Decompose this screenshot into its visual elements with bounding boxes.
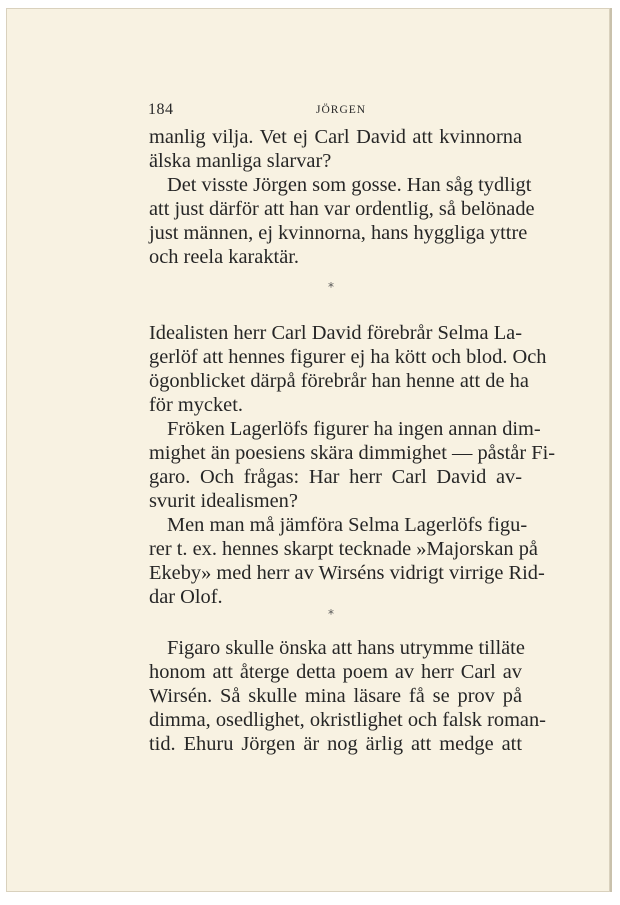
- text-line: just männen, ej kvinnorna, hans hyggliga yttre: [149, 222, 528, 244]
- running-title: JÖRGEN: [316, 104, 367, 116]
- book-page: [6, 8, 610, 892]
- text-line: honom att återge detta poem av herr Carl av: [149, 661, 522, 683]
- text-line: svurit idealismen?: [149, 490, 298, 512]
- section-divider: *: [328, 280, 334, 294]
- text-line: Men man må jämföra Selma Lagerlöfs figu-: [167, 514, 528, 536]
- text-line: Idealisten herr Carl David förebrår Selma La-: [149, 322, 522, 344]
- text-line: rer t. ex. hennes skarpt tecknade »Majorskan på: [149, 538, 538, 560]
- text-line: Wirsén. Så skulle mina läsare få se prov på: [149, 685, 522, 707]
- text-line: manlig vilja. Vet ej Carl David att kvinnorna: [149, 126, 522, 148]
- text-line: att just därför att han var ordentlig, så belönade: [149, 198, 535, 220]
- text-line: tid. Ehuru Jörgen är nog ärlig att medge att: [149, 733, 522, 755]
- text-line: älska manliga slarvar?: [149, 150, 332, 172]
- text-line: Figaro skulle önska att hans utrymme tilläte: [167, 637, 525, 659]
- text-line: ögonblicket därpå förebrår han henne att de ha: [149, 370, 529, 392]
- text-line: mighet än poesiens skära dimmighet — påstår Fi-: [149, 442, 556, 464]
- text-line: och reela karaktär.: [149, 246, 300, 268]
- text-line: dar Olof.: [149, 586, 223, 608]
- text-line: för mycket.: [149, 394, 243, 416]
- page-number: 184: [148, 101, 174, 118]
- text-line: dimma, osedlighet, okristlighet och falsk roman-: [149, 709, 546, 731]
- text-line: Det visste Jörgen som gosse. Han såg tydligt: [167, 174, 532, 196]
- text-line: Fröken Lagerlöfs figurer ha ingen annan dim-: [167, 418, 541, 440]
- section-divider: *: [328, 607, 334, 621]
- text-line: Ekeby» med herr av Wirséns vidrigt virrige Rid-: [149, 562, 545, 584]
- text-line: gerlöf att hennes figurer ej ha kött och blod. Och: [149, 346, 547, 368]
- text-line: garo. Och frågas: Har herr Carl David av-: [149, 466, 522, 488]
